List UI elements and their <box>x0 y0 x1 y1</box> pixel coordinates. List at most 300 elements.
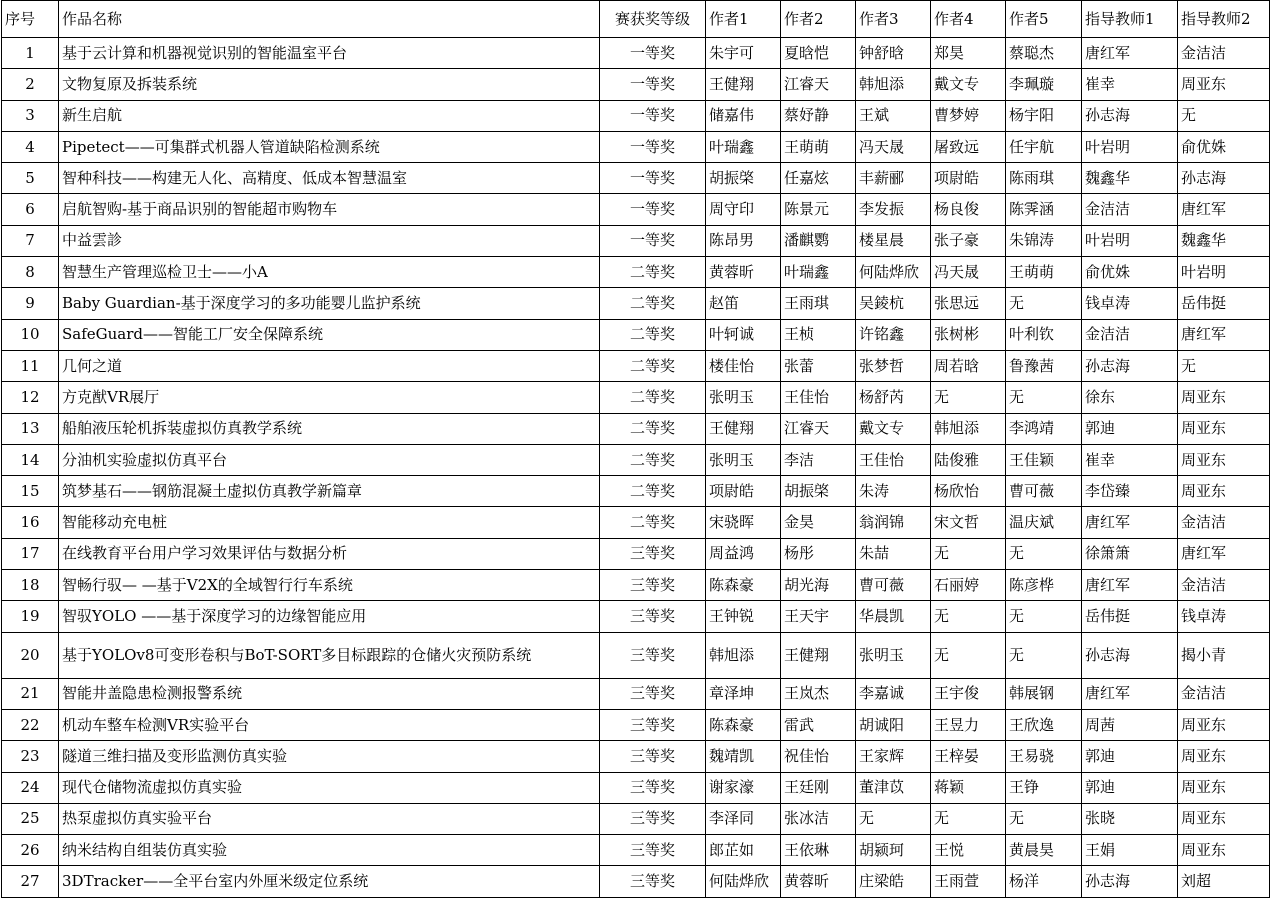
cell-teacher2[interactable]: 周亚东 <box>1178 772 1270 803</box>
cell-author2[interactable]: 金昊 <box>781 507 856 538</box>
cell-author2[interactable]: 胡振棨 <box>781 476 856 507</box>
cell-author5[interactable]: 无 <box>1006 632 1082 678</box>
cell-title[interactable]: 启航智购-基于商品识别的智能超市购物车 <box>59 194 600 225</box>
cell-teacher2[interactable]: 俞优姝 <box>1178 131 1270 162</box>
cell-award[interactable]: 三等奖 <box>600 570 706 601</box>
cell-award[interactable]: 二等奖 <box>600 257 706 288</box>
cell-teacher2[interactable]: 揭小青 <box>1178 632 1270 678</box>
cell-teacher1[interactable]: 叶岩明 <box>1082 225 1178 256</box>
table-row <box>2 69 1270 100</box>
cell-teacher1[interactable]: 岳伟挺 <box>1082 601 1178 632</box>
cell-award[interactable]: 二等奖 <box>600 382 706 413</box>
cell-teacher1[interactable]: 孙志海 <box>1082 100 1178 131</box>
table-row <box>2 257 1270 288</box>
cell-title[interactable]: 筑梦基石——钢筋混凝土虚拟仿真教学新篇章 <box>59 476 600 507</box>
cell-teacher2[interactable]: 周亚东 <box>1178 835 1270 866</box>
cell-author2[interactable]: 张冰洁 <box>781 803 856 834</box>
cell-teacher2[interactable]: 金洁洁 <box>1178 678 1270 709</box>
cell-author4[interactable]: 无 <box>931 382 1006 413</box>
cell-author2[interactable]: 陈景元 <box>781 194 856 225</box>
cell-teacher1[interactable]: 钱卓涛 <box>1082 288 1178 319</box>
cell-author3[interactable]: 冯天晟 <box>856 131 931 162</box>
cell-no[interactable]: 7 <box>2 225 59 256</box>
cell-teacher2[interactable]: 金洁洁 <box>1178 507 1270 538</box>
cell-author1[interactable]: 张明玉 <box>706 444 781 475</box>
cell-author4[interactable]: 屠致远 <box>931 131 1006 162</box>
cell-author5[interactable]: 杨宇阳 <box>1006 100 1082 131</box>
cell-title[interactable]: 智能移动充电桩 <box>59 507 600 538</box>
cell-author3[interactable]: 王斌 <box>856 100 931 131</box>
cell-award[interactable]: 二等奖 <box>600 476 706 507</box>
cell-title[interactable]: 3DTracker——全平台室内外厘米级定位系统 <box>59 866 600 897</box>
cell-teacher1[interactable]: 俞优姝 <box>1082 257 1178 288</box>
cell-author5[interactable]: 朱锦涛 <box>1006 225 1082 256</box>
cell-award[interactable]: 一等奖 <box>600 100 706 131</box>
cell-author4[interactable]: 蒋颖 <box>931 772 1006 803</box>
cell-author4[interactable]: 王悦 <box>931 835 1006 866</box>
cell-title[interactable]: 新生启航 <box>59 100 600 131</box>
cell-no[interactable]: 4 <box>2 131 59 162</box>
cell-teacher1[interactable]: 唐红军 <box>1082 678 1178 709</box>
cell-author3[interactable]: 何陆烨欣 <box>856 257 931 288</box>
cell-teacher2[interactable]: 叶岩明 <box>1178 257 1270 288</box>
cell-author1[interactable]: 楼佳怡 <box>706 350 781 381</box>
cell-teacher1[interactable]: 叶岩明 <box>1082 131 1178 162</box>
cell-award[interactable]: 一等奖 <box>600 163 706 194</box>
cell-author5[interactable]: 王铮 <box>1006 772 1082 803</box>
cell-author5[interactable]: 韩展钢 <box>1006 678 1082 709</box>
header-author3[interactable]: 作者3 <box>856 1 931 38</box>
cell-teacher2[interactable]: 钱卓涛 <box>1178 601 1270 632</box>
cell-author4[interactable]: 无 <box>931 632 1006 678</box>
header-no[interactable]: 序号 <box>2 1 59 38</box>
cell-teacher2[interactable]: 周亚东 <box>1178 741 1270 772</box>
cell-author2[interactable]: 祝佳怡 <box>781 741 856 772</box>
cell-author5[interactable]: 温庆斌 <box>1006 507 1082 538</box>
cell-author4[interactable]: 张思远 <box>931 288 1006 319</box>
cell-award[interactable]: 一等奖 <box>600 194 706 225</box>
cell-author2[interactable]: 王岚杰 <box>781 678 856 709</box>
cell-author3[interactable]: 胡诚阳 <box>856 709 931 740</box>
cell-title[interactable]: 智驭YOLO ——基于深度学习的边缘智能应用 <box>59 601 600 632</box>
table-row <box>2 772 1270 803</box>
table-row <box>2 131 1270 162</box>
header-author4[interactable]: 作者4 <box>931 1 1006 38</box>
cell-author3[interactable]: 戴文专 <box>856 413 931 444</box>
cell-teacher1[interactable]: 徐箫箫 <box>1082 538 1178 569</box>
cell-author1[interactable]: 周守印 <box>706 194 781 225</box>
cell-author5[interactable]: 无 <box>1006 803 1082 834</box>
cell-author2[interactable]: 张蕾 <box>781 350 856 381</box>
cell-author1[interactable]: 王健翔 <box>706 69 781 100</box>
cell-title[interactable]: 文物复原及拆装系统 <box>59 69 600 100</box>
cell-author3[interactable]: 张明玉 <box>856 632 931 678</box>
table-row <box>2 601 1270 632</box>
cell-title[interactable]: 基于YOLOv8可变形卷积与BoT-SORT多目标跟踪的仓储火灾预防系统 <box>59 632 600 678</box>
cell-author5[interactable]: 鲁豫茜 <box>1006 350 1082 381</box>
cell-author4[interactable]: 杨良俊 <box>931 194 1006 225</box>
cell-no[interactable]: 23 <box>2 741 59 772</box>
cell-teacher1[interactable]: 唐红军 <box>1082 507 1178 538</box>
table-row <box>2 803 1270 834</box>
cell-author4[interactable]: 曹梦婷 <box>931 100 1006 131</box>
cell-author1[interactable]: 李泽同 <box>706 803 781 834</box>
cell-author1[interactable]: 周益鸿 <box>706 538 781 569</box>
cell-award[interactable]: 二等奖 <box>600 444 706 475</box>
cell-author1[interactable]: 王健翔 <box>706 413 781 444</box>
cell-award[interactable]: 一等奖 <box>600 38 706 69</box>
cell-teacher1[interactable]: 唐红军 <box>1082 570 1178 601</box>
cell-author1[interactable]: 郎芷如 <box>706 835 781 866</box>
cell-author5[interactable]: 曹可薇 <box>1006 476 1082 507</box>
cell-author5[interactable]: 王佳颖 <box>1006 444 1082 475</box>
table-row <box>2 194 1270 225</box>
cell-title[interactable]: 中益雲診 <box>59 225 600 256</box>
cell-teacher1[interactable]: 唐红军 <box>1082 38 1178 69</box>
cell-author5[interactable]: 杨洋 <box>1006 866 1082 897</box>
cell-teacher1[interactable]: 周茜 <box>1082 709 1178 740</box>
cell-author4[interactable]: 冯天晟 <box>931 257 1006 288</box>
cell-author1[interactable]: 黄蓉昕 <box>706 257 781 288</box>
cell-author4[interactable]: 王宇俊 <box>931 678 1006 709</box>
cell-author1[interactable]: 章泽坤 <box>706 678 781 709</box>
cell-author5[interactable]: 黄晨昊 <box>1006 835 1082 866</box>
cell-teacher2[interactable]: 周亚东 <box>1178 382 1270 413</box>
table-row <box>2 382 1270 413</box>
cell-author5[interactable]: 李珮璇 <box>1006 69 1082 100</box>
cell-award[interactable]: 二等奖 <box>600 288 706 319</box>
cell-teacher2[interactable]: 周亚东 <box>1178 709 1270 740</box>
cell-author3[interactable]: 杨舒芮 <box>856 382 931 413</box>
cell-author4[interactable]: 张子豪 <box>931 225 1006 256</box>
cell-teacher1[interactable]: 徐东 <box>1082 382 1178 413</box>
cell-no[interactable]: 11 <box>2 350 59 381</box>
cell-author4[interactable]: 无 <box>931 601 1006 632</box>
cell-teacher2[interactable]: 孙志海 <box>1178 163 1270 194</box>
cell-title[interactable]: 隧道三维扫描及变形监测仿真实验 <box>59 741 600 772</box>
cell-author5[interactable]: 无 <box>1006 382 1082 413</box>
cell-teacher1[interactable]: 孙志海 <box>1082 350 1178 381</box>
cell-teacher1[interactable]: 郭迪 <box>1082 741 1178 772</box>
cell-teacher1[interactable]: 孙志海 <box>1082 632 1178 678</box>
cell-author1[interactable]: 叶瑞鑫 <box>706 131 781 162</box>
cell-teacher2[interactable]: 无 <box>1178 100 1270 131</box>
cell-teacher1[interactable]: 崔幸 <box>1082 444 1178 475</box>
cell-teacher1[interactable]: 王娟 <box>1082 835 1178 866</box>
cell-title[interactable]: 智种科技——构建无人化、高精度、低成本智慧温室 <box>59 163 600 194</box>
cell-no[interactable]: 2 <box>2 69 59 100</box>
cell-teacher2[interactable]: 刘超 <box>1178 866 1270 897</box>
cell-no[interactable]: 13 <box>2 413 59 444</box>
cell-title[interactable]: 船舶液压轮机拆装虚拟仿真教学系统 <box>59 413 600 444</box>
cell-teacher2[interactable]: 金洁洁 <box>1178 570 1270 601</box>
cell-teacher1[interactable]: 郭迪 <box>1082 772 1178 803</box>
cell-author1[interactable]: 谢家濠 <box>706 772 781 803</box>
cell-author3[interactable]: 李发振 <box>856 194 931 225</box>
cell-author2[interactable]: 王天宇 <box>781 601 856 632</box>
cell-award[interactable]: 二等奖 <box>600 507 706 538</box>
cell-author2[interactable]: 王廷刚 <box>781 772 856 803</box>
awards-table <box>1 0 1270 898</box>
cell-author2[interactable]: 王雨琪 <box>781 288 856 319</box>
cell-title[interactable]: 在线教育平台用户学习效果评估与数据分析 <box>59 538 600 569</box>
cell-title[interactable]: 几何之道 <box>59 350 600 381</box>
cell-author3[interactable]: 董津苡 <box>856 772 931 803</box>
cell-author2[interactable]: 夏晗恺 <box>781 38 856 69</box>
cell-author4[interactable]: 王梓晏 <box>931 741 1006 772</box>
cell-author5[interactable]: 无 <box>1006 538 1082 569</box>
cell-author1[interactable]: 韩旭添 <box>706 632 781 678</box>
cell-author1[interactable]: 宋骁晖 <box>706 507 781 538</box>
cell-teacher2[interactable]: 周亚东 <box>1178 69 1270 100</box>
cell-author2[interactable]: 王健翔 <box>781 632 856 678</box>
cell-no[interactable]: 18 <box>2 570 59 601</box>
cell-teacher2[interactable]: 金洁洁 <box>1178 38 1270 69</box>
cell-teacher2[interactable]: 周亚东 <box>1178 803 1270 834</box>
cell-author3[interactable]: 钟舒晗 <box>856 38 931 69</box>
cell-award[interactable]: 一等奖 <box>600 131 706 162</box>
cell-author1[interactable]: 储嘉伟 <box>706 100 781 131</box>
cell-author1[interactable]: 朱宇可 <box>706 38 781 69</box>
cell-award[interactable]: 三等奖 <box>600 803 706 834</box>
cell-author2[interactable]: 任嘉炫 <box>781 163 856 194</box>
cell-teacher1[interactable]: 孙志海 <box>1082 866 1178 897</box>
cell-author2[interactable]: 江睿天 <box>781 413 856 444</box>
cell-award[interactable]: 一等奖 <box>600 225 706 256</box>
cell-author2[interactable]: 黄蓉昕 <box>781 866 856 897</box>
header-author2[interactable]: 作者2 <box>781 1 856 38</box>
table-row <box>2 866 1270 897</box>
cell-title[interactable]: Baby Guardian-基于深度学习的多功能婴儿监护系统 <box>59 288 600 319</box>
cell-author2[interactable]: 杨彤 <box>781 538 856 569</box>
cell-author4[interactable]: 王雨萱 <box>931 866 1006 897</box>
cell-teacher2[interactable]: 岳伟挺 <box>1178 288 1270 319</box>
table-row <box>2 225 1270 256</box>
header-row <box>2 1 1270 38</box>
cell-award[interactable]: 三等奖 <box>600 601 706 632</box>
cell-author5[interactable]: 陈彦桦 <box>1006 570 1082 601</box>
cell-author3[interactable]: 王家辉 <box>856 741 931 772</box>
cell-no[interactable]: 6 <box>2 194 59 225</box>
cell-author5[interactable]: 无 <box>1006 601 1082 632</box>
cell-author5[interactable]: 陈霁涵 <box>1006 194 1082 225</box>
cell-no[interactable]: 14 <box>2 444 59 475</box>
cell-award[interactable]: 三等奖 <box>600 678 706 709</box>
cell-author3[interactable]: 吴錂杭 <box>856 288 931 319</box>
cell-award[interactable]: 二等奖 <box>600 319 706 350</box>
cell-author1[interactable]: 魏靖凯 <box>706 741 781 772</box>
cell-no[interactable]: 19 <box>2 601 59 632</box>
cell-author2[interactable]: 雷武 <box>781 709 856 740</box>
cell-title[interactable]: 分油机实验虚拟仿真平台 <box>59 444 600 475</box>
cell-author1[interactable]: 赵笛 <box>706 288 781 319</box>
cell-award[interactable]: 三等奖 <box>600 741 706 772</box>
cell-author2[interactable]: 王依琳 <box>781 835 856 866</box>
header-title[interactable]: 作品名称 <box>59 1 600 38</box>
table-row <box>2 538 1270 569</box>
cell-teacher1[interactable]: 金洁洁 <box>1082 319 1178 350</box>
cell-author4[interactable]: 无 <box>931 803 1006 834</box>
cell-award[interactable]: 三等奖 <box>600 538 706 569</box>
cell-author3[interactable]: 韩旭添 <box>856 69 931 100</box>
cell-author3[interactable]: 李嘉诚 <box>856 678 931 709</box>
cell-title[interactable]: 智慧生产管理巡检卫士——小A <box>59 257 600 288</box>
cell-author1[interactable]: 胡振棨 <box>706 163 781 194</box>
cell-no[interactable]: 24 <box>2 772 59 803</box>
cell-author3[interactable]: 华晨凯 <box>856 601 931 632</box>
cell-author5[interactable]: 王欣逸 <box>1006 709 1082 740</box>
cell-author1[interactable]: 何陆烨欣 <box>706 866 781 897</box>
header-author5[interactable]: 作者5 <box>1006 1 1082 38</box>
cell-author1[interactable]: 张明玉 <box>706 382 781 413</box>
cell-award[interactable]: 二等奖 <box>600 413 706 444</box>
cell-teacher2[interactable]: 唐红军 <box>1178 319 1270 350</box>
header-award[interactable]: 赛获奖等级 <box>600 1 706 38</box>
table-row <box>2 444 1270 475</box>
cell-teacher1[interactable]: 张晓 <box>1082 803 1178 834</box>
cell-author3[interactable]: 胡颍珂 <box>856 835 931 866</box>
cell-author4[interactable]: 周若晗 <box>931 350 1006 381</box>
cell-author1[interactable]: 陈森豪 <box>706 709 781 740</box>
cell-no[interactable]: 26 <box>2 835 59 866</box>
cell-author1[interactable]: 陈昂男 <box>706 225 781 256</box>
cell-author4[interactable]: 王昱力 <box>931 709 1006 740</box>
table-row <box>2 678 1270 709</box>
cell-teacher1[interactable]: 李岱臻 <box>1082 476 1178 507</box>
cell-award[interactable]: 一等奖 <box>600 69 706 100</box>
cell-no[interactable]: 27 <box>2 866 59 897</box>
cell-no[interactable]: 22 <box>2 709 59 740</box>
header-author1[interactable]: 作者1 <box>706 1 781 38</box>
cell-author4[interactable]: 郑昊 <box>931 38 1006 69</box>
cell-no[interactable]: 5 <box>2 163 59 194</box>
cell-author5[interactable]: 陈雨琪 <box>1006 163 1082 194</box>
cell-title[interactable]: 智畅行驭— —基于V2X的全域智行行车系统 <box>59 570 600 601</box>
cell-author1[interactable]: 王钟锐 <box>706 601 781 632</box>
cell-teacher2[interactable]: 周亚东 <box>1178 476 1270 507</box>
cell-title[interactable]: 现代仓储物流虚拟仿真实验 <box>59 772 600 803</box>
cell-teacher1[interactable]: 金洁洁 <box>1082 194 1178 225</box>
cell-author5[interactable]: 叶利钦 <box>1006 319 1082 350</box>
cell-teacher2[interactable]: 周亚东 <box>1178 413 1270 444</box>
cell-author4[interactable]: 戴文专 <box>931 69 1006 100</box>
cell-author4[interactable]: 项尉皓 <box>931 163 1006 194</box>
header-teacher2[interactable]: 指导教师2 <box>1178 1 1270 38</box>
cell-title[interactable]: 机动车整车检测VR实验平台 <box>59 709 600 740</box>
cell-no[interactable]: 15 <box>2 476 59 507</box>
cell-author3[interactable]: 丰薪郦 <box>856 163 931 194</box>
cell-author2[interactable]: 叶瑞鑫 <box>781 257 856 288</box>
cell-title[interactable]: 方克猷VR展厅 <box>59 382 600 413</box>
cell-author3[interactable]: 楼星晨 <box>856 225 931 256</box>
cell-author2[interactable]: 胡光海 <box>781 570 856 601</box>
cell-author4[interactable]: 杨欣怡 <box>931 476 1006 507</box>
cell-teacher2[interactable]: 唐红军 <box>1178 194 1270 225</box>
cell-no[interactable]: 3 <box>2 100 59 131</box>
cell-no[interactable]: 9 <box>2 288 59 319</box>
cell-author4[interactable]: 陆俊雅 <box>931 444 1006 475</box>
cell-author3[interactable]: 翁润锦 <box>856 507 931 538</box>
cell-no[interactable]: 20 <box>2 632 59 678</box>
cell-author3[interactable]: 张梦哲 <box>856 350 931 381</box>
cell-award[interactable]: 三等奖 <box>600 709 706 740</box>
cell-no[interactable]: 12 <box>2 382 59 413</box>
cell-author4[interactable]: 张树彬 <box>931 319 1006 350</box>
cell-author3[interactable]: 庄梁皓 <box>856 866 931 897</box>
cell-no[interactable]: 1 <box>2 38 59 69</box>
cell-award[interactable]: 三等奖 <box>600 632 706 678</box>
cell-no[interactable]: 21 <box>2 678 59 709</box>
cell-teacher2[interactable]: 唐红军 <box>1178 538 1270 569</box>
cell-author4[interactable]: 韩旭添 <box>931 413 1006 444</box>
cell-author2[interactable]: 蔡妤静 <box>781 100 856 131</box>
cell-teacher2[interactable]: 周亚东 <box>1178 444 1270 475</box>
cell-author5[interactable]: 无 <box>1006 288 1082 319</box>
cell-no[interactable]: 10 <box>2 319 59 350</box>
cell-author3[interactable]: 无 <box>856 803 931 834</box>
cell-author3[interactable]: 曹可薇 <box>856 570 931 601</box>
cell-award[interactable]: 三等奖 <box>600 835 706 866</box>
cell-author5[interactable]: 李鸿靖 <box>1006 413 1082 444</box>
cell-author3[interactable]: 朱涛 <box>856 476 931 507</box>
cell-no[interactable]: 8 <box>2 257 59 288</box>
cell-award[interactable]: 三等奖 <box>600 772 706 803</box>
cell-teacher2[interactable]: 无 <box>1178 350 1270 381</box>
cell-author3[interactable]: 王佳怡 <box>856 444 931 475</box>
cell-author1[interactable]: 陈森豪 <box>706 570 781 601</box>
cell-author2[interactable]: 江睿天 <box>781 69 856 100</box>
cell-author4[interactable]: 无 <box>931 538 1006 569</box>
cell-award[interactable]: 二等奖 <box>600 350 706 381</box>
cell-title[interactable]: SafeGuard——智能工厂安全保障系统 <box>59 319 600 350</box>
cell-teacher2[interactable]: 魏鑫华 <box>1178 225 1270 256</box>
table-row <box>2 835 1270 866</box>
cell-author5[interactable]: 任宇航 <box>1006 131 1082 162</box>
cell-author4[interactable]: 宋文哲 <box>931 507 1006 538</box>
cell-teacher1[interactable]: 郭迪 <box>1082 413 1178 444</box>
cell-author5[interactable]: 王萌萌 <box>1006 257 1082 288</box>
cell-author2[interactable]: 潘麒鹦 <box>781 225 856 256</box>
table-row <box>2 413 1270 444</box>
cell-title[interactable]: Pipetect——可集群式机器人管道缺陷检测系统 <box>59 131 600 162</box>
cell-author3[interactable]: 朱喆 <box>856 538 931 569</box>
cell-title[interactable]: 纳米结构自组装仿真实验 <box>59 835 600 866</box>
cell-no[interactable]: 16 <box>2 507 59 538</box>
cell-author1[interactable]: 项尉皓 <box>706 476 781 507</box>
cell-author2[interactable]: 王萌萌 <box>781 131 856 162</box>
cell-author2[interactable]: 王佳怡 <box>781 382 856 413</box>
cell-teacher1[interactable]: 魏鑫华 <box>1082 163 1178 194</box>
cell-no[interactable]: 25 <box>2 803 59 834</box>
cell-title[interactable]: 基于云计算和机器视觉识别的智能温室平台 <box>59 38 600 69</box>
header-teacher1[interactable]: 指导教师1 <box>1082 1 1178 38</box>
cell-author2[interactable]: 李洁 <box>781 444 856 475</box>
cell-title[interactable]: 智能井盖隐患检测报警系统 <box>59 678 600 709</box>
cell-author1[interactable]: 叶轲诚 <box>706 319 781 350</box>
cell-no[interactable]: 17 <box>2 538 59 569</box>
table-row <box>2 507 1270 538</box>
cell-author4[interactable]: 石丽婷 <box>931 570 1006 601</box>
table-row <box>2 163 1270 194</box>
cell-author2[interactable]: 王桢 <box>781 319 856 350</box>
cell-title[interactable]: 热泵虚拟仿真实验平台 <box>59 803 600 834</box>
cell-award[interactable]: 三等奖 <box>600 866 706 897</box>
table-row <box>2 632 1270 678</box>
cell-author5[interactable]: 蔡聪杰 <box>1006 38 1082 69</box>
cell-teacher1[interactable]: 崔幸 <box>1082 69 1178 100</box>
cell-author5[interactable]: 王易骁 <box>1006 741 1082 772</box>
cell-author3[interactable]: 许铭鑫 <box>856 319 931 350</box>
